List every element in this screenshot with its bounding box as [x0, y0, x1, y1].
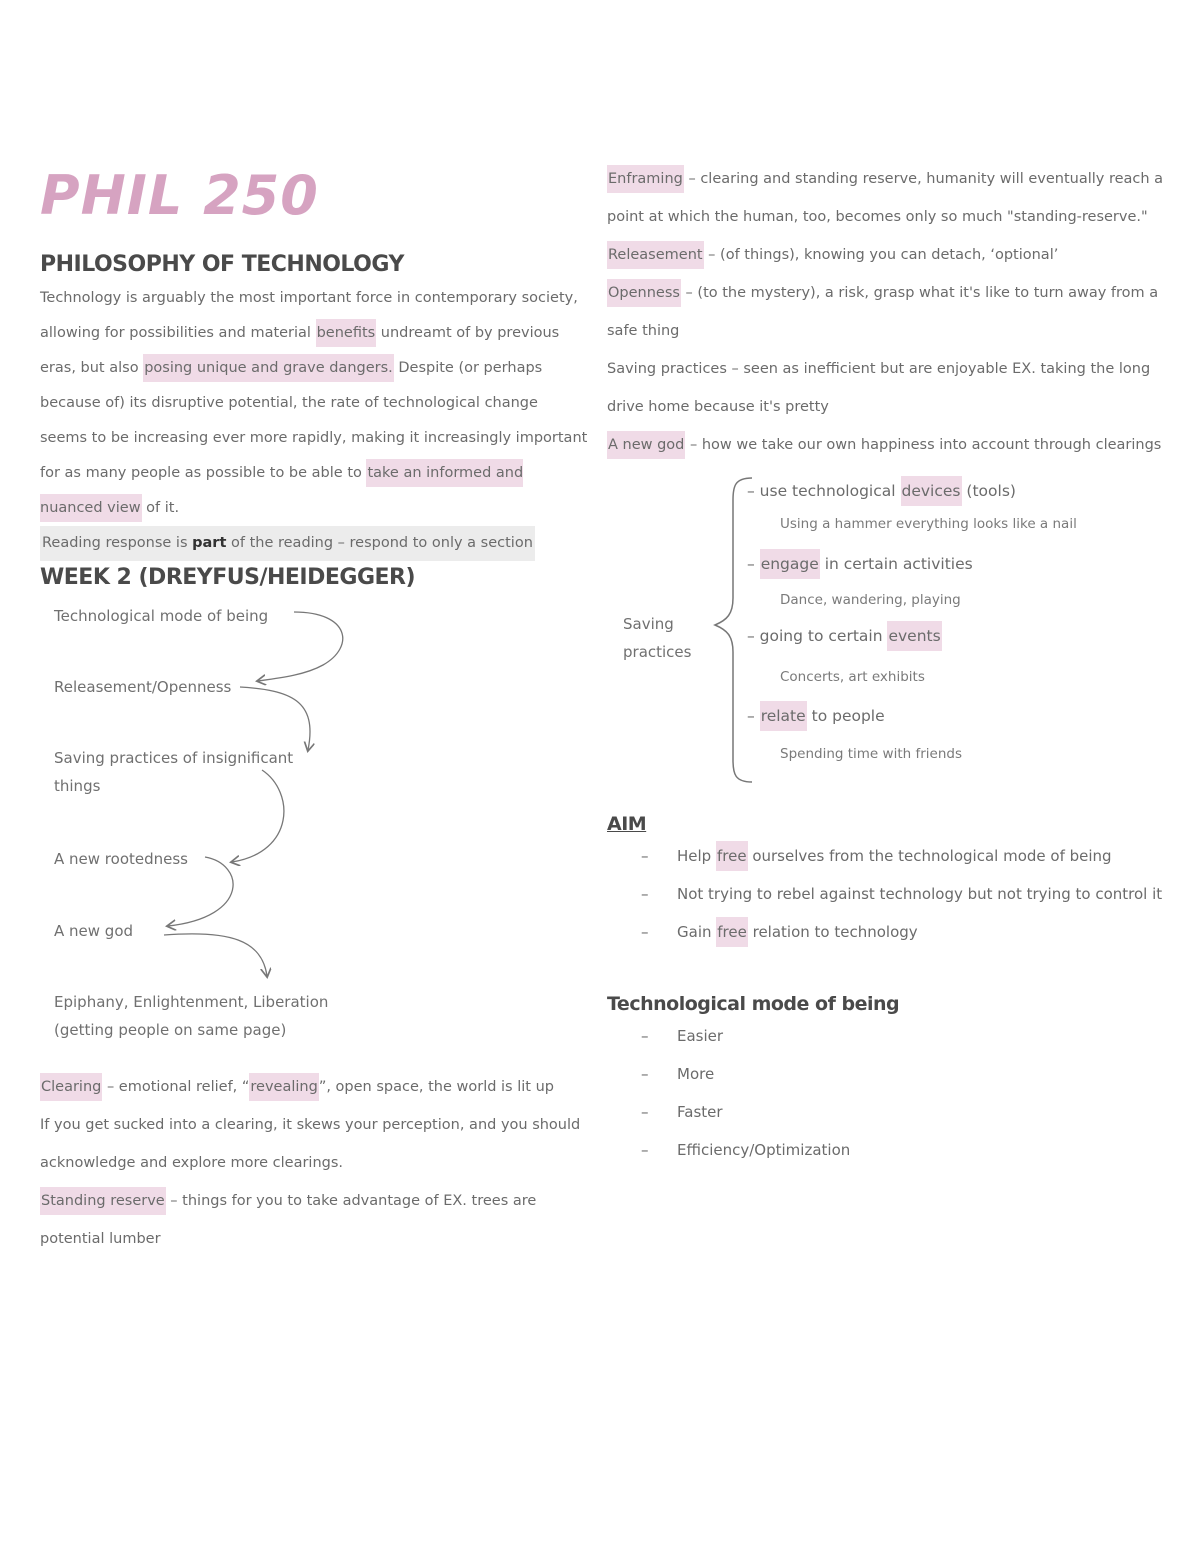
- brace-label: [623, 610, 691, 666]
- tech-mode-item-4: Efficiency/Optimization: [677, 1141, 851, 1159]
- tech-mode-heading: Technological mode of being: [607, 993, 900, 1015]
- releasement-text: – (of things), knowing you can detach, ‘optional’: [703, 247, 1059, 263]
- tech-mode-item-3: Faster: [677, 1103, 723, 1121]
- brace-sub-4: Spending time with friends: [780, 746, 962, 762]
- highlight-benefits: benefits: [316, 319, 377, 347]
- tech-mode-item: [607, 1093, 1177, 1131]
- new-god-definition: [607, 426, 1177, 464]
- dash-5: –: [641, 1065, 649, 1083]
- standing-text: – things for you to take advantage of EX. trees are potential lumber: [40, 1193, 537, 1247]
- tech-mode-item-1: Easier: [677, 1027, 724, 1045]
- arrow-1: [258, 612, 343, 681]
- brace-item-4-post: to people: [806, 707, 885, 725]
- tech-mode-item: [607, 1131, 1177, 1169]
- brace-sub-2: Dance, wandering, playing: [780, 592, 961, 608]
- highlight-events: events: [887, 621, 941, 651]
- term-new-god: A new god: [607, 431, 685, 459]
- new-god-text: – how we take our own happiness into account through clearings: [685, 437, 1162, 453]
- flow-node-3a: Saving practices of insignificant: [54, 749, 294, 767]
- dash-6: –: [641, 1103, 649, 1121]
- intro-text-3: Despite (or perhaps because of) its disruptive potential, the rate of technological change seems to be increasing ever more rapidly, making it increasingly important for as many people as possible to be able to: [40, 360, 588, 481]
- brace-item-2-post: in certain activities: [819, 555, 973, 573]
- tech-mode-item-2: More: [677, 1065, 715, 1083]
- highlight-relate: relate: [760, 701, 807, 731]
- highlight-free-1: free: [716, 841, 748, 871]
- intro-text-1: Technology is arguably the most important force in contemporary society, allowing for possibilities and material: [40, 290, 578, 341]
- reading-response-note: [40, 526, 588, 561]
- course-subtitle: PHILOSOPHY OF TECHNOLOGY: [40, 252, 404, 277]
- standing-reserve-definition: [40, 1182, 588, 1258]
- term-standing-reserve: Standing reserve: [40, 1187, 166, 1215]
- week-heading: WEEK 2 (DREYFUS/HEIDEGGER): [40, 565, 416, 590]
- highlight-revealing: revealing: [249, 1073, 318, 1101]
- brace-sub-1: Using a hammer everything looks like a nail: [780, 516, 1077, 532]
- term-openness: Openness: [607, 279, 681, 307]
- tech-mode-item: [607, 1017, 1177, 1055]
- flow-node-6b: (getting people on same page): [54, 1021, 287, 1039]
- highlight-dangers: posing unique and grave dangers.: [143, 354, 394, 382]
- course-title: PHIL 250: [40, 164, 319, 227]
- rr-before: Reading response is: [42, 535, 193, 551]
- arrow-2: [240, 687, 310, 750]
- right-column: [607, 160, 1177, 1169]
- flow-node-4: A new rootedness: [54, 850, 188, 868]
- aim-heading: AIM: [607, 813, 647, 835]
- dash-2: –: [641, 885, 649, 903]
- brace-item-1-pre: – use technological: [747, 482, 901, 500]
- term-enframing: Enframing: [607, 165, 684, 193]
- aim-3-post: relation to technology: [747, 923, 918, 941]
- brace-item-4-pre: –: [747, 707, 760, 725]
- brace-label-line-1: Saving: [623, 615, 674, 633]
- openness-text: – (to the mystery), a risk, grasp what it's like to turn away from a safe thing: [607, 285, 1159, 339]
- brace-item-events: [747, 627, 942, 645]
- aim-item-2: [607, 875, 1177, 913]
- brace-item-2-pre: –: [747, 555, 760, 573]
- aim-2-text: Not trying to rebel against technology but not trying to control it: [677, 885, 1163, 903]
- brace-item-relate: [747, 707, 885, 725]
- brace-item-devices: [747, 482, 1016, 500]
- intro-text-2: undreamt of by previous eras, but also: [40, 325, 560, 376]
- flow-arrows: [40, 602, 588, 1052]
- brace-item-engage: [747, 555, 973, 573]
- rr-after: of the reading – respond to only a section: [226, 535, 533, 551]
- flow-node-6a: Epiphany, Enlightenment, Liberation: [54, 993, 329, 1011]
- arrow-3: [232, 770, 284, 862]
- saving-practices-brace-diagram: [607, 470, 1177, 795]
- brace-label-line-2: practices: [623, 643, 692, 661]
- clearing-text-2: ”, open space, the world is lit up: [318, 1079, 554, 1095]
- term-releasement: Releasement: [607, 241, 704, 269]
- releasement-definition: [607, 236, 1177, 274]
- flow-node-3b: things: [54, 777, 101, 795]
- tech-mode-list: [607, 1017, 1177, 1169]
- brace-item-1-post: (tools): [961, 482, 1016, 500]
- flow-node-1: Technological mode of being: [54, 607, 269, 625]
- brace-item-3-pre: – going to certain: [747, 627, 888, 645]
- highlight-engage: engage: [760, 549, 820, 579]
- rr-bold: part: [192, 535, 227, 551]
- aim-3-pre: Gain: [677, 923, 717, 941]
- clearing-note: If you get sucked into a clearing, it skews your perception, and you should acknowledge and explore more clearings.: [40, 1117, 581, 1171]
- term-clearing: Clearing: [40, 1073, 102, 1101]
- flow-node-5: A new god: [54, 922, 134, 940]
- saving-practices-definition: Saving practices – seen as inefficient but are enjoyable EX. taking the long drive home because it's pretty: [607, 361, 1151, 415]
- openness-definition: [607, 274, 1177, 350]
- tech-mode-item: [607, 1055, 1177, 1093]
- aim-1-pre: Help: [677, 847, 716, 865]
- intro-text-4: of it.: [141, 500, 180, 516]
- left-column: [40, 160, 588, 1258]
- aim-1-post: ourselves from the technological mode of being: [747, 847, 1112, 865]
- highlight-devices: devices: [901, 476, 962, 506]
- aim-item-1: [607, 837, 1177, 875]
- flow-node-2: Releasement/Openness: [54, 678, 232, 696]
- clearing-text-1: – emotional relief, “: [102, 1079, 250, 1095]
- dash-4: –: [641, 1027, 649, 1045]
- flow-diagram: [40, 602, 588, 1052]
- dash-1: –: [641, 847, 649, 865]
- dash-7: –: [641, 1141, 649, 1159]
- highlight-free-2: free: [716, 917, 748, 947]
- brace-sub-3: Concerts, art exhibits: [780, 669, 925, 685]
- aim-list: [607, 837, 1177, 951]
- clearing-definition: [40, 1068, 588, 1106]
- intro-paragraph: [40, 281, 588, 526]
- enframing-text: – clearing and standing reserve, humanity will eventually reach a point at which the human, too, becomes only so much "standing-reserve.": [607, 171, 1164, 225]
- aim-item-3: [607, 913, 1177, 951]
- arrow-5: [164, 934, 267, 976]
- enframing-definition: [607, 160, 1177, 236]
- dash-3: –: [641, 923, 649, 941]
- highlight-informed-view: take an informed and nuanced view: [40, 459, 523, 522]
